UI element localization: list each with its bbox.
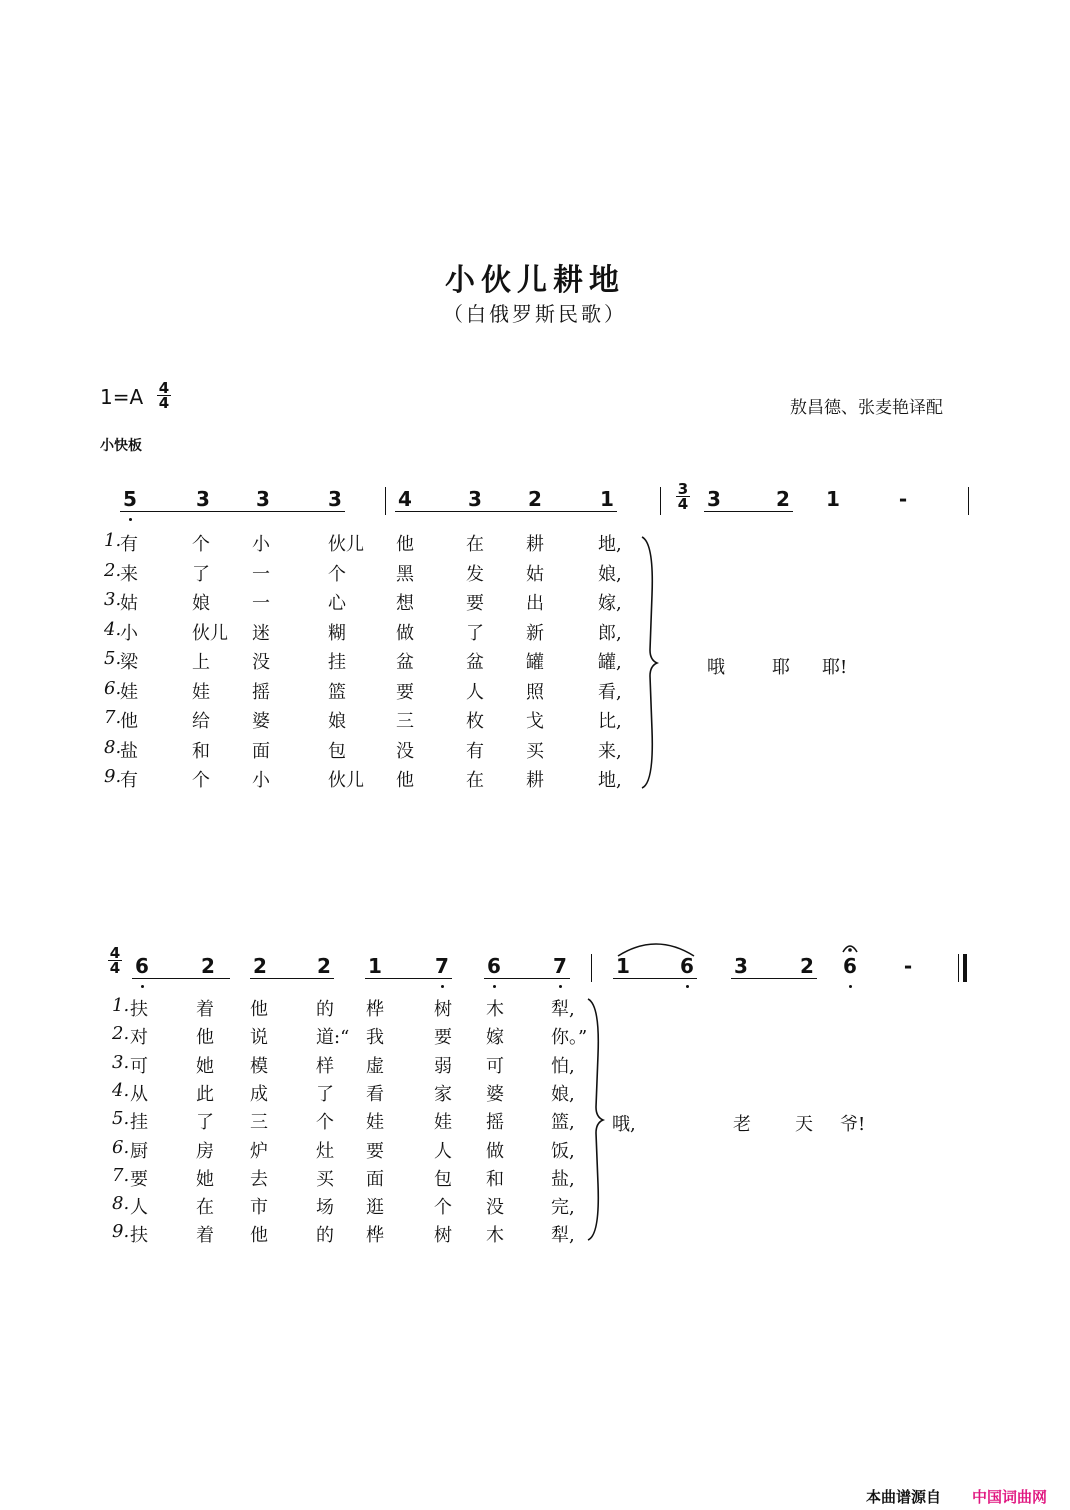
refrain-lyric: 哦, [612,1114,636,1135]
lyric-syllable: 他 [396,534,414,555]
lyric-syllable: 可 [130,1055,148,1077]
time-signature-top: 3 [677,480,689,498]
verse-number: 8. [112,1193,130,1215]
barline [660,487,661,515]
lyric-syllable: 盐 [120,740,138,762]
note: 2 [776,487,790,511]
lyric-syllable: 想 [396,593,414,614]
lyric-syllable: 枚 [466,711,484,732]
lyric-syllable: 扶 [130,1225,148,1247]
note: 3 [707,487,721,511]
lyric-syllable: 的 [316,1225,334,1247]
note: 1 [600,487,614,511]
beam [731,978,817,979]
lyric-syllable: 小 [252,770,270,791]
low-octave-dot [141,985,144,988]
lyric-syllable: 饭, [551,1140,575,1162]
lyric-syllable: 挂 [130,1112,148,1134]
note: - [898,487,908,511]
lyric-syllable: 盆 [466,652,484,673]
time-signature [157,381,171,410]
lyric-syllable: 着 [196,1225,214,1247]
lyric-syllable: 市 [250,1197,268,1219]
lyric-syllable: 房 [196,1140,214,1162]
refrain-lyric: 哦 [707,657,725,678]
lyric-syllable: 要 [366,1140,384,1162]
lyric-syllable: 从 [130,1083,148,1105]
refrain-lyric: 耶! [822,657,848,678]
lyric-syllable: 厨 [130,1140,148,1162]
lyric-syllable: 黑 [396,563,414,585]
lyric-syllable: 个 [192,770,210,791]
beam [132,978,230,979]
tie-arc [614,938,698,958]
lyric-syllable: 伙儿 [192,622,228,644]
barline [591,954,592,982]
lyric-syllable: 场 [316,1197,334,1219]
note: 5 [123,487,137,511]
lyric-syllable: 篮 [328,681,346,703]
verse-number: 3. [112,1051,130,1073]
lyric-syllable: 盐, [551,1168,575,1190]
lyric-syllable: 了 [192,563,210,585]
note: 1 [368,954,382,978]
lyric-syllable: 伙儿 [328,770,364,791]
verse-number: 1. [104,530,122,551]
verse-number: 9. [112,1221,130,1243]
lyric-syllable: 娘 [328,711,346,732]
lyric-syllable: 发 [466,563,484,585]
lyric-syllable: 罐 [526,652,544,673]
low-octave-dot [493,985,496,988]
lyric-syllable: 耕 [526,770,544,791]
verse-number: 6. [112,1136,130,1158]
lyric-syllable: 摇 [252,681,270,703]
lyric-syllable: 了 [466,622,484,644]
note: 1 [616,954,630,978]
lyric-syllable: 来 [120,563,138,585]
lyric-syllable: 没 [396,740,414,762]
verse-brace [640,535,660,790]
verse-number: 3. [104,589,122,610]
verse-number: 4. [104,618,122,640]
low-octave-dot [559,985,562,988]
lyric-syllable: 有 [120,534,138,555]
lyric-syllable: 看, [598,681,622,703]
lyric-syllable: 娃 [192,681,210,703]
time-signature [108,946,122,975]
lyric-syllable: 心 [328,593,346,614]
lyric-syllable: 没 [486,1197,504,1219]
lyric-syllable: 娘, [551,1083,575,1105]
lyric-syllable: 挂 [328,652,346,673]
lyric-syllable: 你。” [551,1027,588,1049]
barline [968,487,969,515]
refrain-lyric: 天 [795,1114,813,1135]
low-octave-dot [129,518,132,521]
note: 2 [201,954,215,978]
beam [704,511,793,512]
lyric-syllable: 糊 [328,622,346,644]
final-barline-thick [963,954,967,982]
lyric-syllable: 他 [250,999,268,1020]
verse-number: 2. [112,1023,130,1045]
verse-number: 7. [112,1164,130,1186]
lyric-syllable: 人 [434,1140,452,1162]
lyric-syllable: 木 [486,1225,504,1247]
time-signature [676,482,690,511]
lyric-syllable: 娃 [120,681,138,703]
lyric-syllable: 地, [598,770,622,791]
lyric-syllable: 买 [316,1168,334,1190]
verse-number: 8. [104,736,122,758]
lyric-syllable: 在 [196,1197,214,1219]
beam [613,978,697,979]
footer-source: 本曲谱源自 [866,1488,942,1506]
lyric-syllable: 炉 [250,1140,268,1162]
lyric-syllable: 成 [250,1083,268,1105]
time-signature-top: 4 [109,944,121,962]
note: 6 [135,954,149,978]
lyric-syllable: 娃 [366,1112,384,1134]
lyric-syllable: 嫁, [598,593,622,614]
lyric-syllable: 她 [196,1055,214,1077]
note: 3 [734,954,748,978]
lyric-syllable: 树 [434,999,452,1020]
lyric-syllable: 给 [192,711,210,732]
refrain-lyric: 爷! [840,1114,866,1135]
lyric-syllable: 包 [434,1168,452,1190]
lyric-syllable: 伙儿 [328,534,364,555]
lyric-syllable: 小 [120,622,138,644]
lyric-syllable: 了 [196,1112,214,1134]
lyric-syllable: 他 [120,711,138,732]
lyric-syllable: 犁, [551,1225,575,1247]
lyric-syllable: 我 [366,1027,384,1049]
lyric-syllable: 虚 [366,1055,384,1077]
lyric-syllable: 罐, [598,652,622,673]
verse-number: 7. [104,707,122,728]
lyric-syllable: 树 [434,1225,452,1247]
lyric-syllable: 和 [486,1168,504,1190]
lyric-syllable: 个 [316,1112,334,1134]
lyric-syllable: 他 [396,770,414,791]
beam [250,978,334,979]
lyric-syllable: 嫁 [486,1027,504,1049]
beam [395,511,617,512]
footer-site-link[interactable]: 中国词曲网 [972,1488,1048,1506]
lyric-syllable: 面 [366,1168,384,1190]
barline [385,487,386,515]
lyric-syllable: 桦 [366,1225,384,1247]
verse-number: 2. [104,559,122,581]
lyric-syllable: 地, [598,534,622,555]
lyric-syllable: 要 [434,1027,452,1049]
low-octave-dot [686,985,689,988]
lyric-syllable: 完, [551,1197,575,1219]
lyric-syllable: 做 [486,1140,504,1162]
lyric-syllable: 个 [192,534,210,555]
time-signature-bottom: 4 [677,495,689,513]
note: 3 [196,487,210,511]
lyric-syllable: 戈 [526,711,544,732]
note: 7 [553,954,567,978]
song-title: 小伙儿耕地 [445,263,625,298]
lyric-syllable: 扶 [130,999,148,1020]
lyric-syllable: 要 [396,681,414,703]
lyric-syllable: 犁, [551,999,575,1020]
lyric-syllable: 郎, [598,622,622,644]
lyric-syllable: 道:“ [316,1027,350,1049]
lyric-syllable: 一 [252,563,270,585]
tempo-marking: 小快板 [100,438,142,454]
note: 2 [528,487,542,511]
lyric-syllable: 新 [526,622,544,644]
lyric-syllable: 出 [526,593,544,614]
lyric-syllable: 去 [250,1168,268,1190]
verse-number: 6. [104,677,122,699]
note: 6 [487,954,501,978]
lyric-syllable: 篮, [551,1112,575,1134]
lyric-syllable: 的 [316,999,334,1020]
lyric-syllable: 他 [250,1225,268,1247]
lyric-syllable: 说 [250,1027,268,1049]
verse-number: 5. [112,1108,130,1130]
lyric-syllable: 上 [192,652,210,673]
lyric-syllable: 没 [252,652,270,673]
lyric-syllable: 怕, [551,1055,575,1077]
lyric-syllable: 小 [252,534,270,555]
note: 7 [435,954,449,978]
lyric-syllable: 着 [196,999,214,1020]
verse-number: 9. [104,766,122,787]
verse-number: 5. [104,648,122,669]
low-octave-dot [441,985,444,988]
lyric-syllable: 照 [526,681,544,703]
note: 6 [843,954,857,978]
lyric-syllable: 桦 [366,999,384,1020]
lyric-syllable: 三 [396,711,414,732]
lyric-syllable: 看 [366,1083,384,1105]
verse-brace [586,997,606,1242]
note: 4 [398,487,412,511]
song-subtitle: （白俄罗斯民歌） [443,302,627,326]
lyric-syllable: 人 [130,1197,148,1219]
refrain-lyric: 老 [733,1114,751,1135]
note: 3 [328,487,342,511]
lyric-syllable: 有 [466,740,484,762]
lyric-syllable: 逛 [366,1197,384,1219]
note: 3 [256,487,270,511]
final-barline-thin [958,954,959,982]
lyric-syllable: 可 [486,1055,504,1077]
lyric-syllable: 个 [434,1197,452,1219]
lyric-syllable: 要 [130,1168,148,1190]
lyric-syllable: 要 [466,593,484,614]
time-signature-bottom: 4 [109,959,121,977]
lyric-syllable: 模 [250,1055,268,1077]
lyric-syllable: 比, [598,711,622,732]
time-signature-top: 4 [158,379,170,397]
lyric-syllable: 他 [196,1027,214,1049]
note: 2 [253,954,267,978]
lyric-syllable: 娘 [192,593,210,614]
lyric-syllable: 和 [192,740,210,762]
lyric-syllable: 耕 [526,534,544,555]
lyric-syllable: 姑 [120,593,138,614]
lyric-syllable: 样 [316,1055,334,1077]
note: 3 [468,487,482,511]
lyric-syllable: 有 [120,770,138,791]
beam [484,978,570,979]
lyric-syllable: 婆 [252,711,270,732]
lyric-syllable: 盆 [396,652,414,673]
lyric-syllable: 来, [598,740,622,762]
refrain-lyric: 耶 [772,657,790,678]
lyric-syllable: 了 [316,1083,334,1105]
lyric-syllable: 娃 [434,1112,452,1134]
lyric-syllable: 包 [328,740,346,762]
lyric-syllable: 婆 [486,1083,504,1105]
lyric-syllable: 在 [466,534,484,555]
lyric-syllable: 她 [196,1168,214,1190]
lyric-syllable: 摇 [486,1112,504,1134]
lyric-syllable: 此 [196,1083,214,1105]
lyric-syllable: 娘, [598,563,622,585]
lyric-syllable: 做 [396,622,414,644]
lyric-syllable: 买 [526,740,544,762]
time-signature-bottom: 4 [158,394,170,412]
lyric-syllable: 迷 [252,622,270,644]
verse-number: 1. [112,995,130,1016]
lyric-syllable: 在 [466,770,484,791]
verse-number: 4. [112,1079,130,1101]
lyric-syllable: 一 [252,593,270,614]
note: - [903,954,913,978]
lyric-syllable: 对 [130,1027,148,1049]
beam [120,511,345,512]
lyric-syllable: 姑 [526,563,544,585]
lyric-syllable: 面 [252,740,270,762]
translator-credit: 敖昌德、张麦艳译配 [790,398,943,418]
lyric-syllable: 人 [466,681,484,703]
lyric-syllable: 家 [434,1083,452,1105]
note: 2 [800,954,814,978]
note: 2 [317,954,331,978]
lyric-syllable: 木 [486,999,504,1020]
low-octave-dot [849,985,852,988]
note: 1 [826,487,840,511]
lyric-syllable: 梁 [120,652,138,673]
lyric-syllable: 灶 [316,1140,334,1162]
key-signature: 1=A [100,385,144,409]
beam [365,978,452,979]
lyric-syllable: 三 [250,1112,268,1134]
fermata [840,940,860,954]
lyric-syllable: 弱 [434,1055,452,1077]
lyric-syllable: 个 [328,563,346,585]
note: 6 [680,954,694,978]
